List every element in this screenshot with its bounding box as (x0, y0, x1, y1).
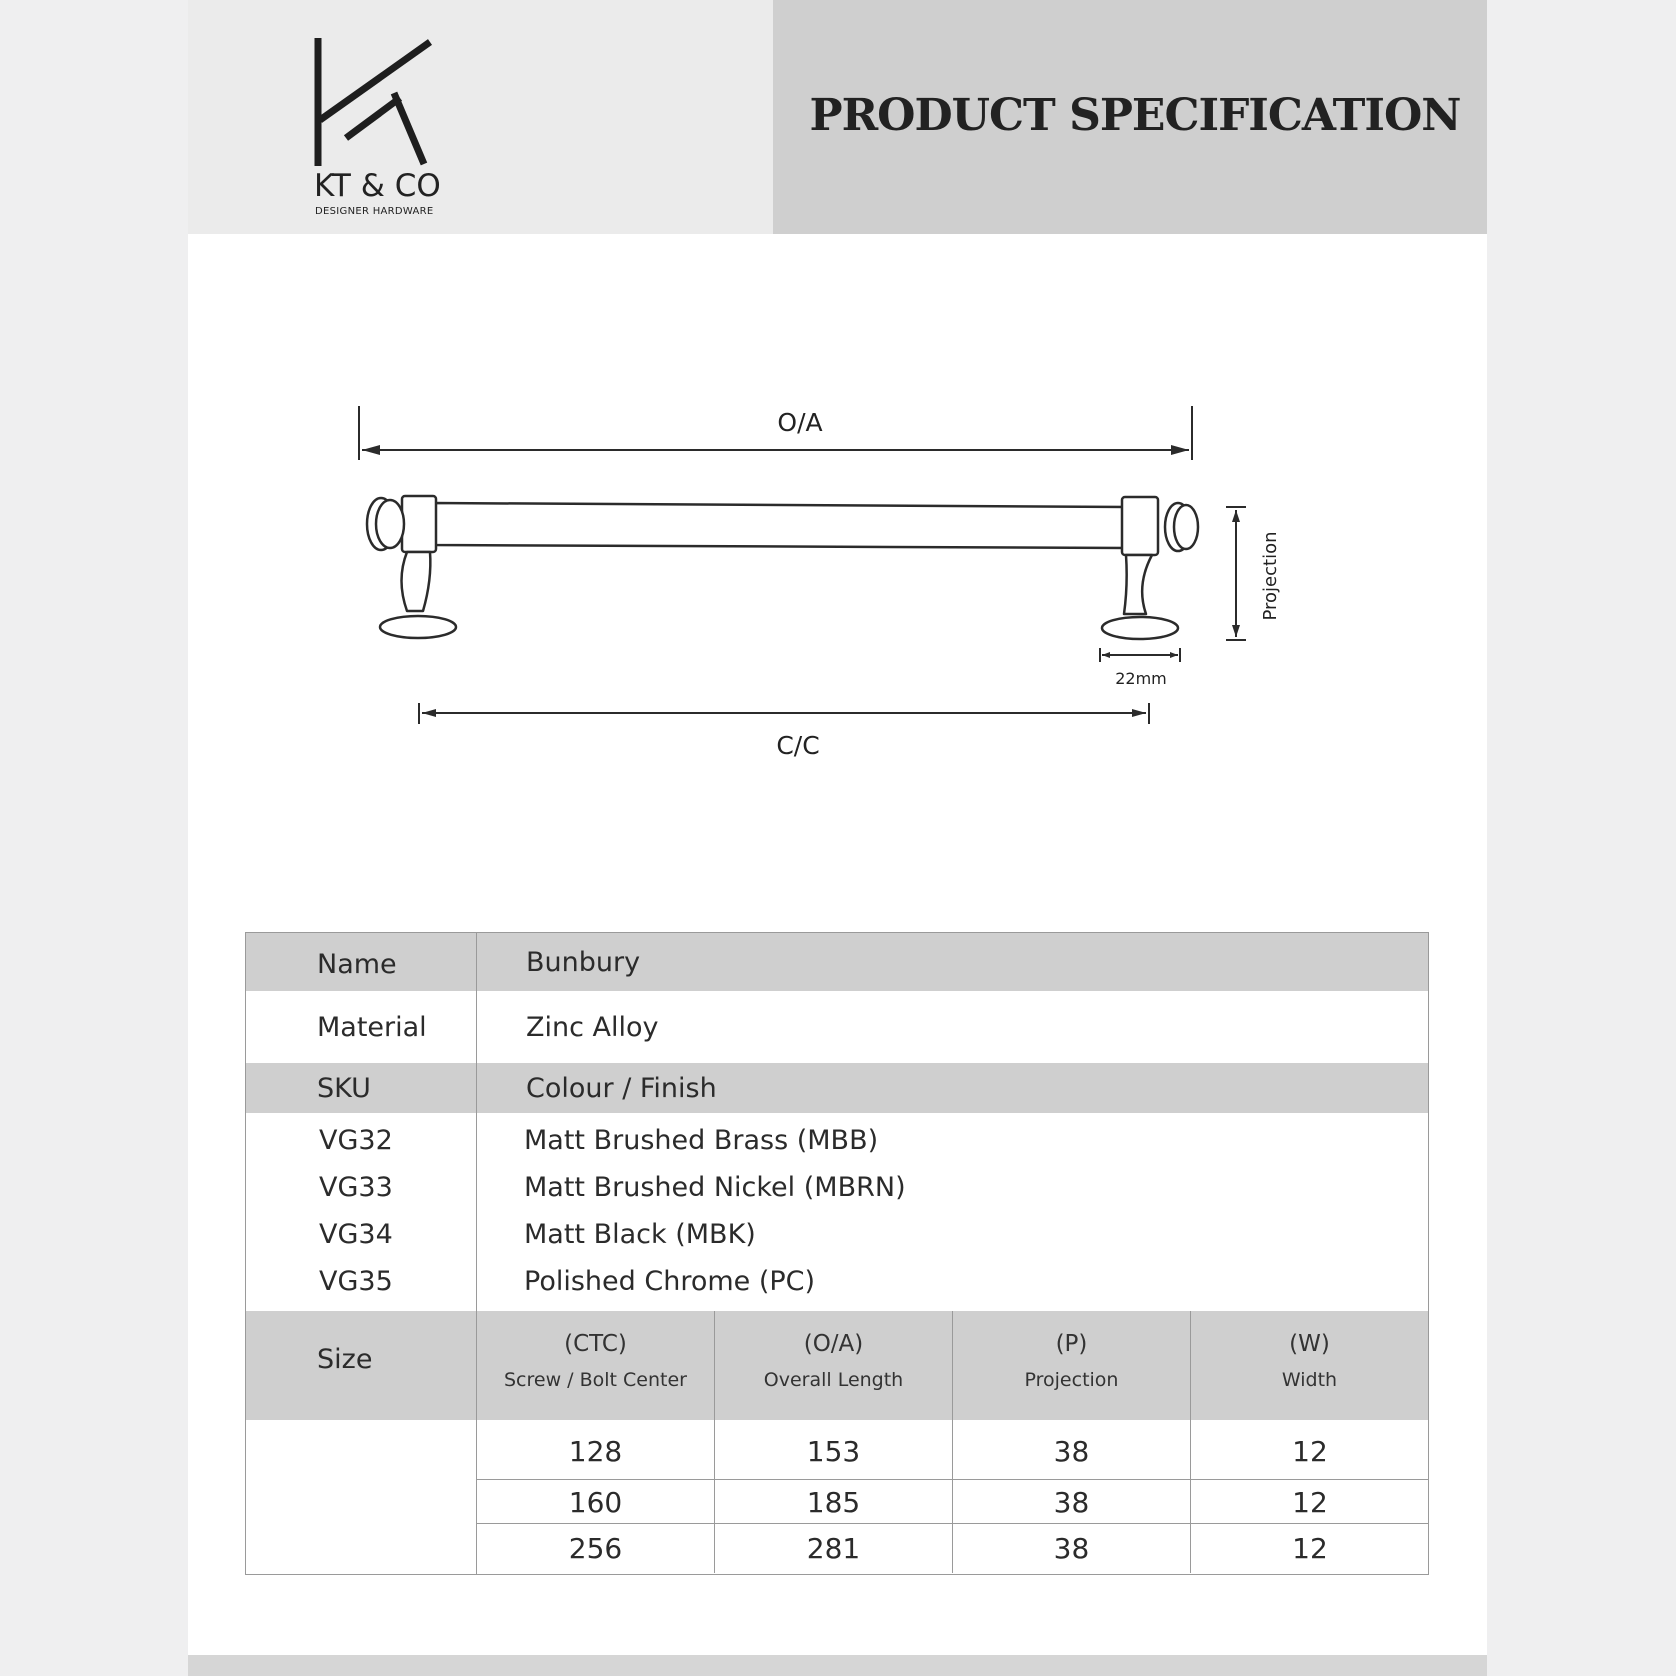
left-base (380, 616, 456, 638)
size-column-code: (O/A) (803, 1331, 864, 1357)
footer-band (188, 1655, 1487, 1676)
logo-tagline: DESIGNER HARDWARE (315, 206, 434, 217)
size-column-code: (W) (1289, 1331, 1330, 1357)
oa-value: 153 (715, 1420, 953, 1479)
material-value: Zinc Alloy (526, 1012, 659, 1043)
projection-value: 38 (953, 1524, 1191, 1573)
ctc-value: 256 (477, 1524, 715, 1573)
arrow-left-icon (362, 445, 380, 455)
width-value: 12 (1292, 1486, 1328, 1519)
arrow-right-icon (1132, 709, 1146, 717)
size-column-header (477, 1311, 715, 1420)
size-column-code: (P) (1055, 1331, 1088, 1357)
size-data (246, 1420, 1428, 1574)
oa-value: 185 (715, 1480, 953, 1523)
size-column-code: (CTC) (564, 1331, 627, 1357)
dimension-arrows (362, 445, 1240, 717)
sku-code: VG35 (319, 1266, 393, 1297)
width-value: 12 (1292, 1532, 1328, 1565)
name-label: Name (246, 933, 477, 991)
cc-label: C/C (776, 731, 820, 760)
oa-label: O/A (777, 408, 823, 437)
arrow-left-icon (422, 709, 436, 717)
sku-codes (246, 1113, 477, 1311)
finish-label: Colour / Finish (526, 1073, 717, 1104)
handle-bar (432, 503, 1128, 548)
material-row (246, 991, 1428, 1063)
material-label: Material (246, 991, 477, 1063)
sku-finish: Matt Black (MBK) (524, 1219, 756, 1250)
size-column-header (715, 1311, 953, 1420)
sku-label: SKU (246, 1063, 477, 1113)
name-value: Bunbury (526, 947, 641, 978)
sku-list-row (246, 1113, 1428, 1311)
sku-header-row (246, 1063, 1428, 1113)
projection-value: 38 (953, 1420, 1191, 1479)
arrow-right-icon (1170, 652, 1178, 658)
arrow-up-icon (1232, 510, 1240, 522)
size-column-header (953, 1311, 1191, 1420)
right-post (1124, 555, 1152, 614)
sku-finish: Polished Chrome (PC) (524, 1266, 816, 1297)
projection-value: 38 (953, 1480, 1191, 1523)
arrow-left-icon (1102, 652, 1110, 658)
sku-code: VG34 (319, 1219, 393, 1250)
base-width-label: 22mm (1115, 669, 1167, 688)
table-row (477, 1524, 1429, 1573)
size-column-desc: Screw / Bolt Center (504, 1369, 687, 1391)
width-value: 12 (1292, 1435, 1328, 1468)
sku-code: VG33 (319, 1172, 393, 1203)
table-row (477, 1420, 1429, 1480)
logo-name: KT & CO (314, 168, 441, 204)
left-collar (402, 496, 436, 552)
size-column-header (1191, 1311, 1428, 1420)
arrow-right-icon (1171, 445, 1189, 455)
size-column-desc: Projection (1024, 1369, 1119, 1391)
table-row (477, 1480, 1429, 1524)
sku-code: VG32 (319, 1125, 393, 1156)
projection-label: Projection (1260, 531, 1281, 621)
spec-table (245, 932, 1429, 1575)
size-column-desc: Overall Length (763, 1369, 904, 1391)
left-end-ring (376, 500, 404, 548)
arrow-down-icon (1232, 625, 1240, 637)
ctc-value: 160 (477, 1480, 715, 1523)
sku-finishes (477, 1113, 1428, 1311)
right-collar (1122, 497, 1158, 555)
page-title: PRODUCT SPECIFICATION (809, 89, 1461, 141)
name-row (246, 933, 1428, 991)
right-base (1102, 617, 1178, 639)
sku-finish: Matt Brushed Brass (MBB) (524, 1125, 879, 1156)
size-label-spacer (246, 1420, 477, 1574)
size-header-row (246, 1311, 1428, 1420)
size-label: Size (246, 1311, 477, 1420)
handle-sketch (367, 496, 1198, 639)
oa-value: 281 (715, 1524, 953, 1573)
ctc-value: 128 (477, 1420, 715, 1479)
left-post (402, 552, 431, 611)
right-end-cap (1174, 505, 1198, 549)
sku-finish: Matt Brushed Nickel (MBRN) (524, 1172, 906, 1203)
size-column-desc: Width (1281, 1369, 1338, 1391)
size-rows (477, 1420, 1429, 1574)
